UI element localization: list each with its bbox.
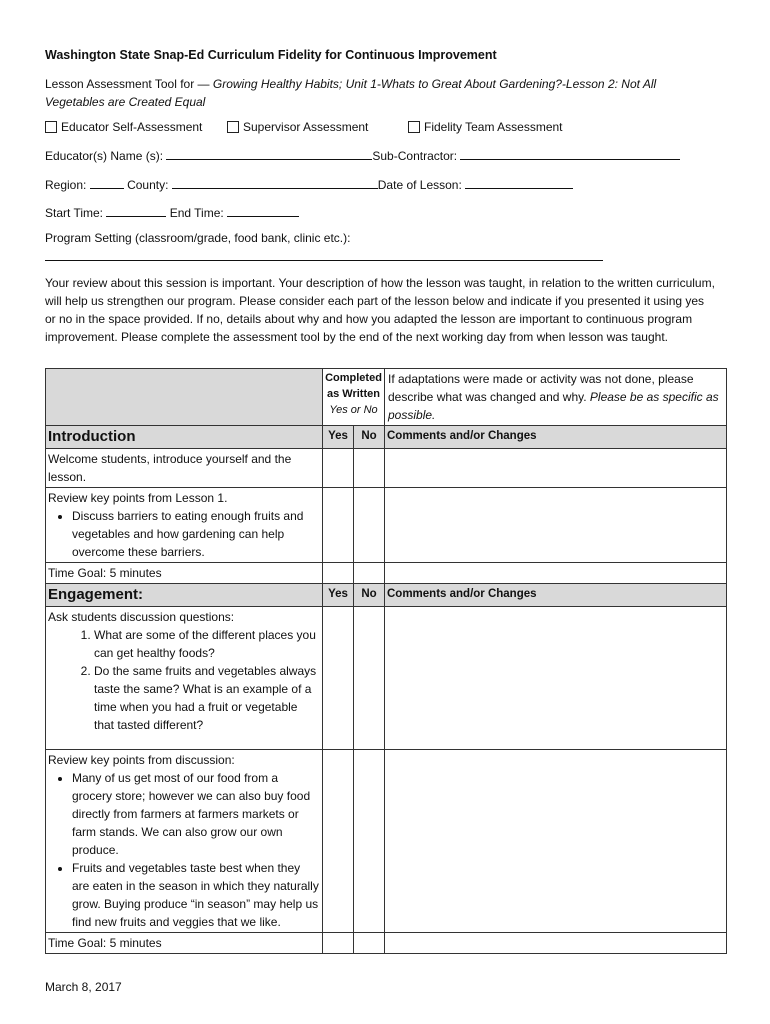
table-row [46,563,727,584]
supervisor-assessment-checkbox[interactable]: Supervisor Assessment [227,120,368,134]
checkbox-box[interactable] [408,121,420,133]
table-row [46,488,727,563]
setting-label: Program Setting (classroom/grade, food bank, clinic etc.): [45,231,351,245]
no-cell[interactable] [354,563,385,584]
list-item: 2. Do the same fruits and vegetables always taste the same? What is an example of a time when you had a fruit or vegetable that tasted different? [94,662,320,734]
educator-row [45,147,727,165]
subcontractor-field[interactable] [460,147,680,160]
educator-self-assessment-checkbox[interactable]: Educator Self-Assessment [45,120,202,134]
welcome-activity: Welcome students, introduce yourself and the lesson. [46,449,323,488]
engagement-heading: Engagement: [46,584,323,607]
region-label: Region: [45,178,87,192]
introduction-heading: Introduction [46,426,323,449]
header-blank-cell [46,369,323,426]
discussion-questions-activity: Ask students discussion questions: 1. What are some of the different places you can get healthy foods? 2. Do the same fruits and vegetables always taste the same? What is an example of a time when you had a fruit or vegetable that tasted different? [46,607,323,750]
list-item: • Discuss barriers to eating enough fruits and vegetables and how gardening can help overcome these barriers. [72,507,320,561]
lesson-description: Lesson Assessment Tool for — Growing Healthy Habits; Unit 1-Whats to Great About Gardening?-Lesson 2: Not All Vegetables are Created Equal [45,77,657,109]
end-time-field[interactable] [227,204,299,217]
start-time-label: Start Time: [45,206,104,220]
table-row [46,449,727,488]
review-discussion-activity: Review key points from discussion: • Many of us get most of our food from a grocery store; however we can also buy food directly from farmers at farmers markets or farm stands. We can also grow our own produce. • Fruits and vegetables taste best when they are eaten in the season in which they naturally grow. Buying produce “in season” may help us find new fruits and veggies that we like. [46,750,323,933]
start-time-field[interactable] [106,204,166,217]
yes-cell[interactable] [323,563,354,584]
subcontractor-label: Sub-Contractor: [372,149,458,163]
yes-column-header: Yes [323,426,354,449]
educator-name-field[interactable] [166,147,372,160]
comments-cell[interactable] [385,563,727,584]
yes-cell[interactable] [323,933,354,954]
no-cell[interactable] [354,933,385,954]
engagement-header-row [46,584,727,607]
no-column-header: No [354,426,385,449]
comments-cell[interactable] [385,607,727,750]
no-cell[interactable] [354,607,385,750]
setting-row [45,248,727,266]
adaptation-instructions: If adaptations were made or activity was not done, please describe what was changed and why. Please be as specific as possible. [385,369,727,426]
yes-cell[interactable] [323,607,354,750]
no-cell[interactable] [354,750,385,933]
yes-column-header: Yes [323,584,354,607]
yes-cell[interactable] [323,750,354,933]
table-row [46,933,727,954]
review-lesson1-activity: Review key points from Lesson 1. • Discuss barriers to eating enough fruits and vegetables and how gardening can help overcome these barriers. [46,488,323,563]
table-row [46,607,727,750]
county-field[interactable] [172,176,378,189]
introduction-header-row [46,426,727,449]
table-row [46,750,727,933]
no-cell[interactable] [354,449,385,488]
end-time-label: End Time: [169,206,224,220]
list-item: • Fruits and vegetables taste best when they are eaten in the season in which they naturally grow. Buying produce “in season” may help us find new fruits and veggies that we like. [72,859,320,931]
instructions-paragraph: Your review about this session is important. Your description of how the lesson was taught, in relation to the written curriculum, will help us strengthen our program. Please consider each part of the lesson below and indicate if you presented it using yes or no in the space provided. If no, details about why and how you adapted the lesson are important to continuous program improvement. Please complete the assessment tool by the end of the next working day from when lesson was taught. [45,276,715,344]
yes-cell[interactable] [323,488,354,563]
checkbox-box[interactable] [45,121,57,133]
comments-cell[interactable] [385,449,727,488]
footer-date: March 8, 2017 [45,980,122,994]
comments-column-header: Comments and/or Changes [385,584,727,607]
comments-cell[interactable] [385,488,727,563]
checkbox-box[interactable] [227,121,239,133]
educator-label: Educator(s) Name (s): [45,149,164,163]
list-item: • Many of us get most of our food from a grocery store; however we can also buy food directly from farmers at farmers markets or farm stands. We can also grow our own produce. [72,769,320,859]
completed-as-written-header: Completed as Written Yes or No [323,369,385,426]
region-field[interactable] [90,176,124,189]
assessment-table [45,368,727,954]
no-column-header: No [354,584,385,607]
engagement-time-goal: Time Goal: 5 minutes [46,933,323,954]
table-header-row [46,369,727,426]
program-setting-field[interactable] [45,248,603,261]
fidelity-team-assessment-checkbox[interactable]: Fidelity Team Assessment [408,120,563,134]
county-label: County: [127,178,169,192]
time-row [45,204,727,222]
comments-cell[interactable] [385,750,727,933]
date-field[interactable] [465,176,573,189]
page-title: Washington State Snap-Ed Curriculum Fidelity for Continuous Improvement [45,48,497,62]
comments-cell[interactable] [385,933,727,954]
no-cell[interactable] [354,488,385,563]
date-label: Date of Lesson: [377,178,462,192]
lesson-name: Growing Healthy Habits; Unit 1-Whats to Great About Gardening?-Lesson 2: Not All Vegetables are Created Equal [45,77,657,109]
assessment-type-group [45,120,727,138]
region-row [45,176,727,194]
yes-cell[interactable] [323,449,354,488]
list-item: 1. What are some of the different places you can get healthy foods? [94,626,320,662]
intro-time-goal: Time Goal: 5 minutes [46,563,323,584]
comments-column-header: Comments and/or Changes [385,426,727,449]
